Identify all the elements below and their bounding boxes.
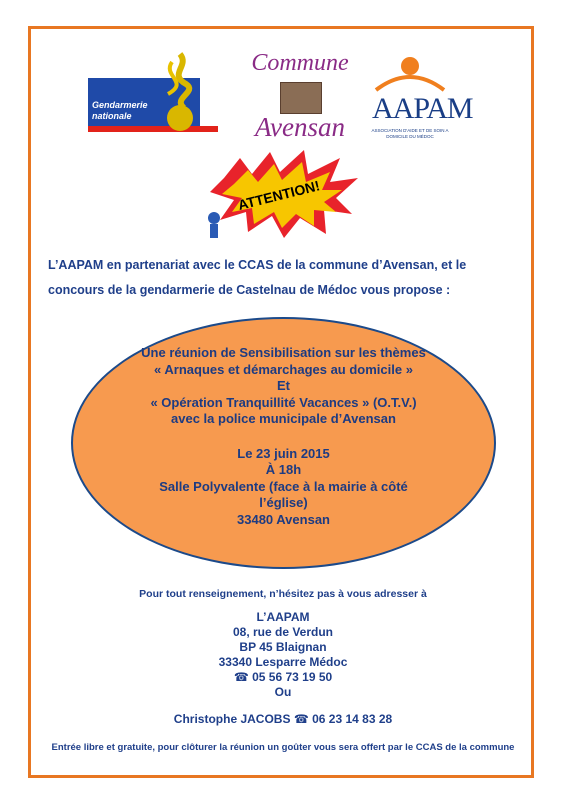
event-police-line: avec la police municipale d’Avensan <box>171 411 396 426</box>
logos-row <box>0 48 566 148</box>
event-city: 33480 Avensan <box>237 511 330 527</box>
contact-address: L’AAPAM 08, rue de Verdun BP 45 Blaignan 33340 Lesparre Médoc ☎ 05 56 73 19 50 Ou <box>0 610 566 700</box>
event-time: À 18h <box>265 462 302 477</box>
event-theme-2: « Opération Tranquillité Vacances » (O.T.V.) <box>150 394 417 410</box>
avensan-crest-icon <box>280 82 322 114</box>
intro-paragraph: L’AAPAM en partenariat avec le CCAS de la commune d’Avensan, et le concours de la gendarmerie de Castelnau de Médoc vous propose : <box>48 258 467 297</box>
event-intro-line: Une réunion de Sensibilisation sur les thèmes <box>141 345 426 360</box>
contact-phone: ☎ 05 56 73 19 50 <box>233 670 333 684</box>
phone-icon: ☎ <box>233 670 249 684</box>
event-venue-cont: l’église) <box>259 495 308 510</box>
aapam-logo: AAPAM ASSOCIATION D'AIDE ET DE SOIN A DOMICILE DU MÉDOC <box>360 54 456 146</box>
contact-lead: Pour tout renseignement, n’hésitez pas à vous adresser à <box>139 588 427 600</box>
phone-icon: ☎ <box>293 712 309 726</box>
commune-avensan-logo: Commune Avensan <box>251 50 349 142</box>
event-venue: Salle Polyvalente (face à la mairie à côté <box>159 478 408 494</box>
footer-note: Entrée libre et gratuite, pour clôturer la réunion un goûter vous sera offert par le CCAS de la commune <box>51 742 515 753</box>
gendarmerie-logo-text: Gendarmerie nationale <box>92 100 148 121</box>
event-details <box>71 345 496 528</box>
contact-block <box>0 588 566 726</box>
event-date: Le 23 juin 2015 <box>237 445 330 461</box>
attention-text: ATTENTION! <box>236 177 322 214</box>
contact-person: Christophe JACOBS ☎ 06 23 14 83 28 <box>173 712 393 726</box>
event-theme-1: « Arnaques et démarchages au domicile » <box>154 361 413 377</box>
aapam-sun-icon <box>370 54 450 94</box>
grenade-flame-icon <box>150 48 210 134</box>
event-and: Et <box>277 378 290 393</box>
attention-burst-icon <box>200 148 360 240</box>
